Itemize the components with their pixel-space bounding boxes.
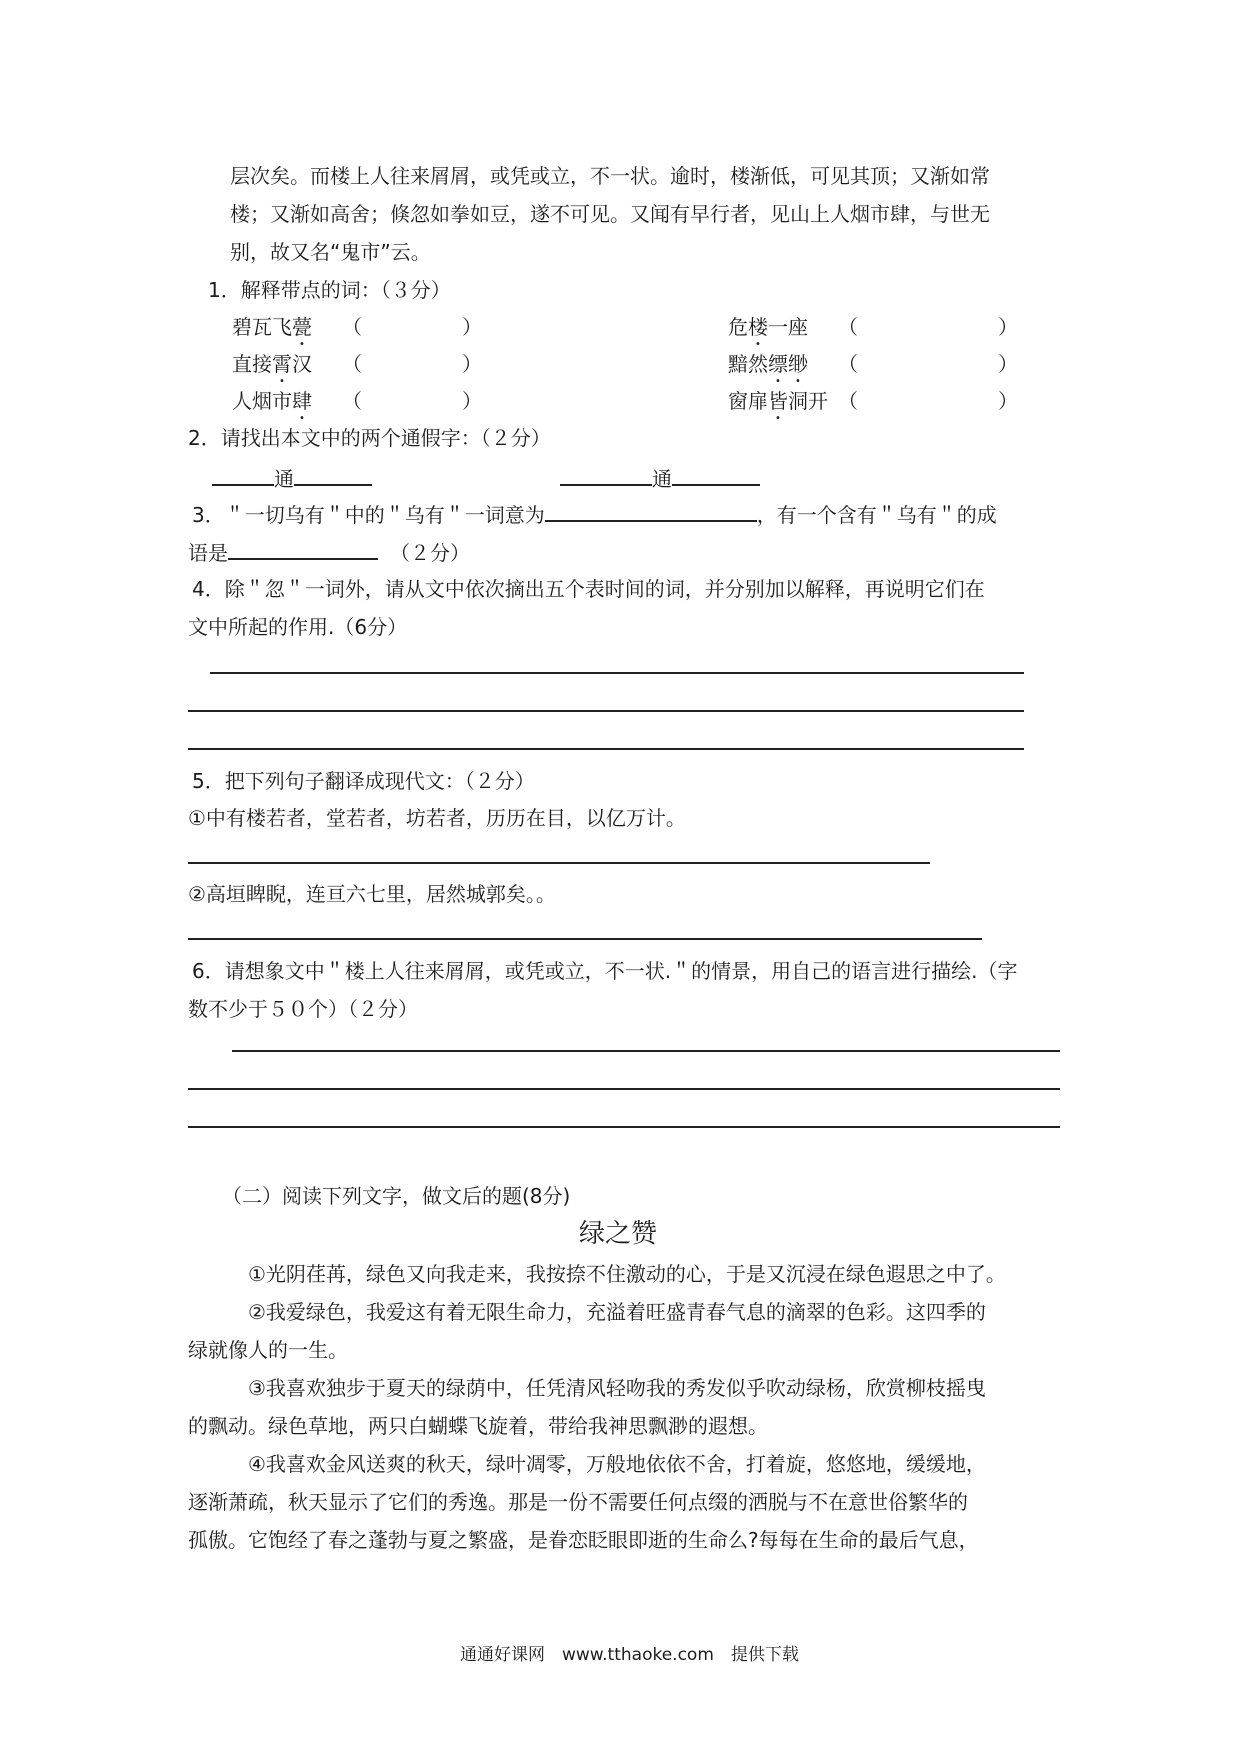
passage-line-1: 层次矣。而楼上人往来屑屑，或凭或立，不一状。逾时，楼渐低，可见其顶；又渐如常 <box>230 164 990 188</box>
article-paragraph-4-cont: 孤傲。它饱经了春之蓬勃与夏之繁盛，是眷恋眨眼即逝的生命么?每每在生命的最后气息， <box>188 1528 979 1552</box>
q3-line-2: 语是 （２分） <box>188 536 470 566</box>
answer-line[interactable] <box>188 862 930 864</box>
article-paragraph-3-cont: 的飘动。绿色草地，两只白蝴蝶飞旋着，带给我神思飘渺的遐想。 <box>188 1414 768 1438</box>
tong-label: 通 <box>652 467 672 491</box>
answer-line[interactable] <box>188 938 982 940</box>
article-paragraph-2-cont: 绿就像人的一生。 <box>188 1338 348 1362</box>
q1-answer-paren[interactable]: （ ） <box>342 352 482 376</box>
section-2-heading: （二）阅读下列文字，做文后的题(8分) <box>222 1184 571 1208</box>
q1-answer-paren[interactable]: （ ） <box>838 352 1018 376</box>
q3-blank[interactable] <box>228 536 378 560</box>
article-paragraph-1: ①光阴荏苒，绿色又向我走来，我按捺不住激动的心，于是又沉浸在绿色遐思之中了。 <box>248 1262 1006 1286</box>
q6-line-1: 6．请想象文中＂楼上人往来屑屑，或凭或立，不一状.＂的情景，用自己的语言进行描绘.（字 <box>192 959 1018 983</box>
q1-answer-paren[interactable]: （ ） <box>838 389 1018 413</box>
q1-item: 危楼一座 <box>728 315 808 339</box>
q1-prompt: 1．解释带点的词：（３分） <box>208 278 451 302</box>
q5-sentence-2: ②高垣睥睨，连亘六七里，居然城郭矣。。 <box>188 882 556 906</box>
q1-item: 人烟市肆 <box>232 389 312 413</box>
q1-item: 碧瓦飞甍 <box>232 315 312 339</box>
q1-item: 直接霄汉 <box>232 352 312 376</box>
q2-blank[interactable] <box>212 462 274 486</box>
q3-blank[interactable] <box>545 498 757 522</box>
answer-line[interactable] <box>188 748 1024 750</box>
q5-prompt: 5．把下列句子翻译成现代文：（２分） <box>192 769 535 793</box>
answer-line[interactable] <box>210 672 1024 674</box>
q1-answer-paren[interactable]: （ ） <box>838 315 1018 339</box>
tong-label: 通 <box>274 467 294 491</box>
passage-line-2: 楼；又渐如高舍；倏忽如拳如豆，遂不可见。又闻有早行者，见山上人烟市肆，与世无 <box>230 202 990 226</box>
answer-line[interactable] <box>188 710 1024 712</box>
q2-blank[interactable] <box>672 462 760 486</box>
q2-blank[interactable] <box>294 462 372 486</box>
q4-line-2: 文中所起的作用.（6分） <box>188 615 408 639</box>
q2-prompt: 2．请找出本文中的两个通假字：（２分） <box>188 426 551 450</box>
article-paragraph-4-cont: 逐渐萧疏，秋天显示了它们的秀逸。那是一份不需要任何点缀的洒脱与不在意世俗繁华的 <box>188 1490 968 1514</box>
q5-sentence-1: ①中有楼若者，堂若者，坊若者，历历在目，以亿万计。 <box>188 806 686 830</box>
article-paragraph-4: ④我喜欢金风送爽的秋天，绿叶凋零，万般地依依不舍，打着旋，悠悠地，缓缓地， <box>248 1452 986 1476</box>
q1-answer-paren[interactable]: （ ） <box>342 389 482 413</box>
article-paragraph-2: ②我爱绿色，我爱这有着无限生命力，充溢着旺盛青春气息的滴翠的色彩。这四季的 <box>248 1300 986 1324</box>
q3-line-1: 3．＂一切乌有＂中的＂乌有＂一词意为 ，有一个含有＂乌有＂的成 <box>192 498 997 528</box>
page-footer: 通通好课网 www.tthaoke.com 提供下载 <box>460 1645 799 1665</box>
article-paragraph-3: ③我喜欢独步于夏天的绿荫中，任凭清风轻吻我的秀发似乎吹动绿杨，欣赏柳枝摇曳 <box>248 1376 986 1400</box>
q2-blank[interactable] <box>560 462 652 486</box>
q1-item: 窗扉皆洞开 <box>728 389 828 413</box>
q2-blank-row <box>560 462 760 492</box>
answer-line[interactable] <box>232 1050 1060 1052</box>
q1-item: 黯然缥缈 <box>728 352 808 376</box>
answer-line[interactable] <box>188 1126 1060 1128</box>
q1-answer-paren[interactable]: （ ） <box>342 315 482 339</box>
q4-line-1: 4．除＂忽＂一词外，请从文中依次摘出五个表时间的词，并分别加以解释，再说明它们在 <box>192 577 985 601</box>
article-title: 绿之赞 <box>579 1219 658 1249</box>
q6-line-2: 数不少于５０个）（２分） <box>188 997 418 1021</box>
answer-line[interactable] <box>188 1088 1060 1090</box>
passage-line-3: 别，故又名“鬼市”云。 <box>230 240 431 264</box>
q2-blank-row <box>212 462 372 492</box>
